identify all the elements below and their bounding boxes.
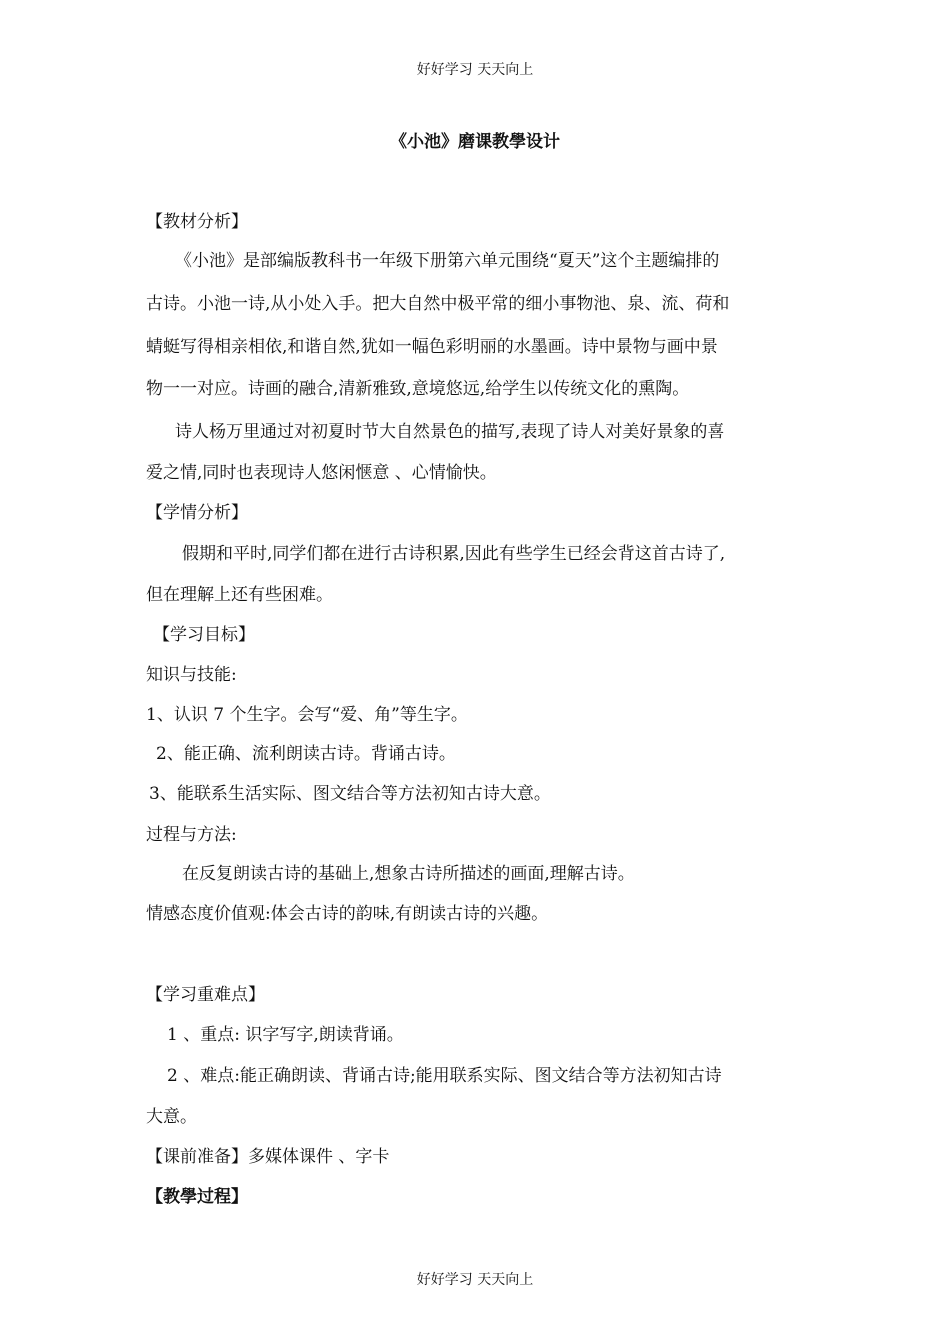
subheading-process-method: 过程与方法:: [146, 825, 237, 845]
document-title: 《小池》磨课教學设计: [390, 132, 560, 152]
section-heading-preparation: 【课前准备】多媒体课件 、字卡: [146, 1147, 390, 1167]
subheading-knowledge-skills: 知识与技能:: [146, 665, 237, 685]
section-heading-learner-analysis: 【学情分析】: [146, 503, 248, 523]
paragraph-line: 假期和平时,同学们都在进行古诗积累,因此有些学生已经会背这首古诗了,: [182, 544, 726, 564]
paragraph-line: 古诗。小池一诗,从小处入手。把大自然中极平常的细小事物池、泉、流、荷和: [146, 294, 730, 314]
list-item: 2、能正确、流利朗读古诗。背诵古诗。: [156, 744, 456, 764]
paragraph-line: 《小池》是部编版教科书一年级下册第六单元围绕“夏天”这个主题编排的: [175, 251, 720, 271]
page-header: 好好学习 天天向上: [416, 62, 534, 78]
paragraph-line: 爱之情,同时也表现诗人悠闲惬意 、心情愉快。: [146, 463, 497, 483]
section-heading-learning-goals: 【学习目标】: [153, 625, 255, 645]
paragraph-line: 蜻蜓写得相亲相依,和谐自然,犹如一幅色彩明丽的水墨画。诗中景物与画中景: [146, 337, 718, 357]
paragraph-line: 大意。: [146, 1107, 197, 1127]
paragraph-line: 但在理解上还有些困难。: [146, 585, 333, 605]
list-item: 2 、难点:能正确朗读、背诵古诗;能用联系实际、图文结合等方法初知古诗: [167, 1066, 722, 1086]
paragraph-line: 在反复朗读古诗的基础上,想象古诗所描述的画面,理解古诗。: [182, 864, 635, 884]
list-item: 3、能联系生活实际、图文结合等方法初知古诗大意。: [149, 784, 551, 804]
page-footer: 好好学习 天天向上: [416, 1272, 534, 1288]
list-item: 1 、重点: 识字写字,朗读背诵。: [167, 1025, 404, 1045]
paragraph-line: 物一一对应。诗画的融合,清新雅致,意境悠远,给学生以传统文化的熏陶。: [146, 379, 690, 399]
section-heading-key-points: 【学习重难点】: [146, 985, 265, 1005]
section-heading-teaching-process: 【教學过程】: [146, 1187, 248, 1207]
section-heading-textbook-analysis: 【教材分析】: [146, 212, 248, 232]
list-item: 1、认识 7 个生字。会写“爱、角”等生字。: [146, 705, 468, 725]
paragraph-line: 情感态度价值观:体会古诗的韵味,有朗读古诗的兴趣。: [146, 904, 549, 924]
paragraph-line: 诗人杨万里通过对初夏时节大自然景色的描写,表现了诗人对美好景象的喜: [175, 422, 725, 442]
